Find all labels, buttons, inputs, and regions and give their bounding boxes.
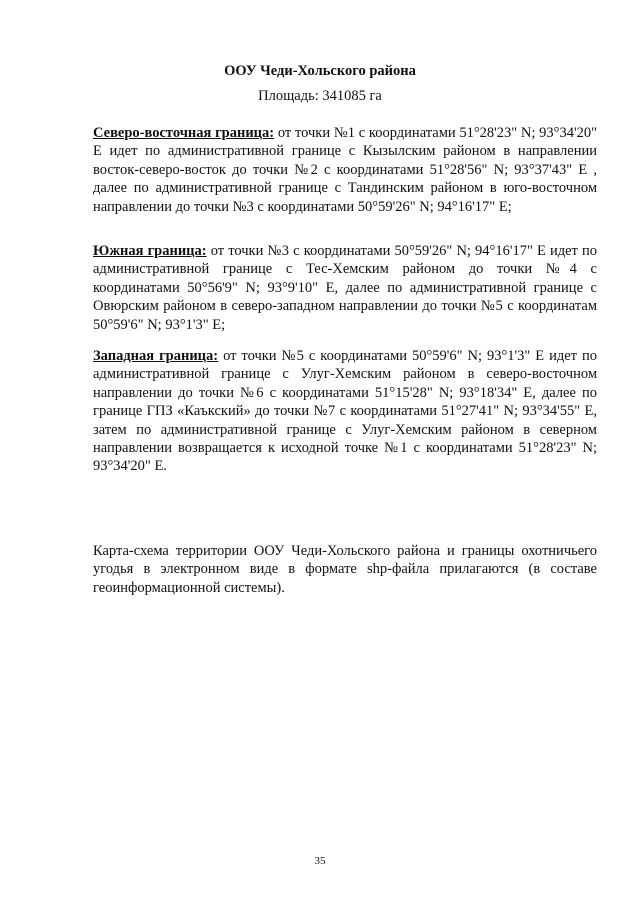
page-number: 35 [314,855,326,867]
south-boundary-paragraph [93,242,597,334]
south-boundary-text: от точки №3 с координатами 50°59'26" N; 94°16'17" E идет по административной границе с Тес-Хемским районом до точки №4 с координатами 50°56'9" N; 93°9'10" E, далее по административной границе с Овюрским районом в северо-западном направлении до точки №5 с координатам 50°59'6" N; 93°1'3" E; [93,243,597,333]
south-boundary-heading: Южная граница: [93,243,207,259]
west-boundary-text: от точки №5 с координатами 50°59'6" N; 93°1'3" E идет по административной границе с Улуг-Хемским районом в северо-восточном направлении до точки №6 с координатами 51°15'28" N; 93°18'34" E, далее по границе ГПЗ «Каъкский» до точки №7 с координатами 51°27'41" N; 93°34'55" E, затем по административной границе с Улуг-Хемским районом в северном направлении возвращается к исходной точке №1 с координатами 51°28'23" N; 93°34'20" E. [93,348,597,475]
west-boundary-heading: Западная граница: [93,348,219,364]
map-note-paragraph: Карта-схема территории ООУ Чеди-Хольского района и границы охотничьего угодья в электронном виде в формате shp-файла прилагаются (в составе геоинформационной системы). [93,543,597,596]
area-line: Площадь: 341085 га [258,88,382,104]
northeast-boundary-paragraph [93,124,597,216]
document-title: ООУ Чеди-Хольского района [224,63,416,79]
northeast-boundary-heading: Северо-восточная граница: [93,125,275,141]
west-boundary-paragraph [93,347,597,476]
northeast-boundary-text: от точки №1 с координатами 51°28'23" N; 93°34'20" E идет по административной границе с Кызылским районом в направлении восток-северо-восток до точки №2 с координатами 51°28'56" N; 93°37'43" E , далее по административной границе с Тандинским районом в юго-восточном направлении до точки №3 с координатами 50°59'26" N; 94°16'17" E; [93,125,597,215]
